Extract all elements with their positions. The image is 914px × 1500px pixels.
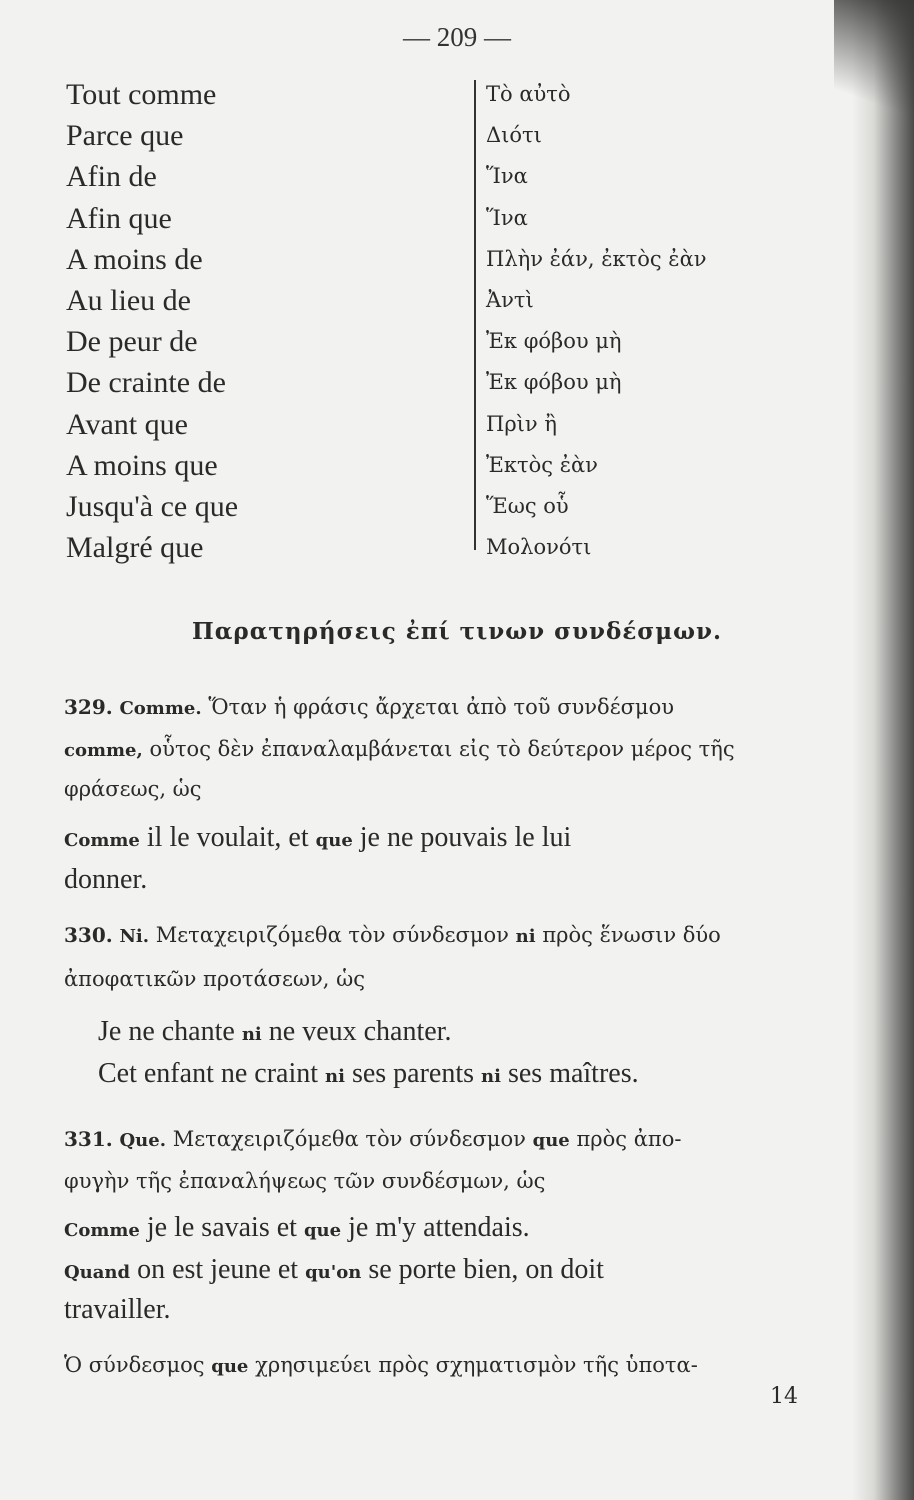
greek-text: οὗτος δὲν ἐπαναλαμβάνεται εἰς τὸ δεύτερον μέρος τῆς xyxy=(149,737,735,761)
bold-conjunction: que xyxy=(303,1220,342,1241)
bold-conjunction: Comme xyxy=(64,830,140,851)
example-text: on est jeune et xyxy=(137,1254,299,1285)
term-label: Ni. xyxy=(119,926,150,947)
greek-term: Μολονότι xyxy=(486,535,592,560)
bold-conjunction: qu'on xyxy=(305,1262,362,1283)
example-text: il le voulait, et xyxy=(146,822,309,853)
signature-mark: 14 xyxy=(770,1384,798,1409)
paragraph-number: 329. xyxy=(64,695,113,719)
greek-text: Ὅταν ἡ φράσις ἄρχεται ἀπὸ τοῦ συνδέσμου xyxy=(208,695,674,719)
example-text: Je ne chante xyxy=(98,1016,235,1047)
term-label: comme, xyxy=(64,740,143,761)
greek-term: Πλὴν ἐάν, ἐκτὸς ἐὰν xyxy=(486,246,707,271)
term-label: ni xyxy=(515,926,536,947)
example-text: ses parents xyxy=(351,1058,475,1089)
french-term: A moins que xyxy=(66,448,218,482)
french-conjunction-list xyxy=(66,74,238,568)
example-330-line-2 xyxy=(98,1058,914,1090)
bold-conjunction: ni xyxy=(241,1024,262,1045)
term-label: que xyxy=(532,1130,570,1151)
example-text: travailler. xyxy=(64,1294,171,1325)
french-term: De peur de xyxy=(66,325,198,359)
paragraph-330-line-1 xyxy=(64,918,892,949)
example-330-line-1 xyxy=(98,1016,914,1048)
greek-text: χρησιμεύει πρὸς σχηματισμὸν τῆς ὑποτα- xyxy=(255,1353,698,1377)
example-text: ne veux chanter. xyxy=(268,1016,452,1047)
page-number: — 209 — xyxy=(403,22,511,52)
example-text: donner. xyxy=(64,864,148,895)
french-term: Jusqu'à ce que xyxy=(66,489,239,523)
greek-text: Μεταχειριζόμεθα τὸν σύνδεσμον xyxy=(172,1127,526,1151)
bold-conjunction: Quand xyxy=(64,1262,131,1283)
greek-term: Ἐκ φόβου μὴ xyxy=(486,370,622,395)
example-331-line-1 xyxy=(64,1212,892,1244)
greek-text: φράσεως, ὡς xyxy=(64,777,202,801)
example-text: je ne pouvais le lui xyxy=(359,822,572,853)
french-term: Afin de xyxy=(66,160,157,194)
paragraph-331-line-1 xyxy=(64,1122,892,1153)
term-label: Comme. xyxy=(119,698,202,719)
term-label: que xyxy=(211,1356,249,1377)
paragraph-331-line-2 xyxy=(64,1164,892,1195)
example-331-line-3 xyxy=(64,1294,892,1326)
greek-text: πρὸς ἀπο- xyxy=(576,1127,682,1151)
greek-text: Ὁ σύνδεσμος xyxy=(64,1353,205,1377)
example-text: Cet enfant ne craint xyxy=(98,1058,319,1089)
example-329-line-1 xyxy=(64,822,892,854)
greek-term: Ἕως οὗ xyxy=(486,493,569,518)
greek-term: Ἵνα xyxy=(486,205,528,230)
example-text: je le savais et xyxy=(146,1212,297,1243)
paragraph-331-continuation xyxy=(64,1348,892,1379)
bold-conjunction: ni xyxy=(481,1066,501,1087)
example-331-line-2 xyxy=(64,1254,892,1286)
term-label: Que. xyxy=(119,1130,166,1151)
greek-term: Διότι xyxy=(486,123,542,148)
example-text: ses maîtres. xyxy=(507,1058,639,1089)
paragraph-329-line-3 xyxy=(64,772,892,803)
french-term: Au lieu de xyxy=(66,283,191,317)
example-text: se porte bien, on doit xyxy=(368,1254,604,1285)
greek-term: Πρὶν ἢ xyxy=(486,411,557,436)
french-term: A moins de xyxy=(66,242,203,276)
column-bracket xyxy=(474,80,476,550)
greek-text: ἀποφατικῶν προτάσεων, ὡς xyxy=(64,967,365,991)
bold-conjunction: Comme xyxy=(64,1220,140,1241)
greek-term: Τὸ αὐτὸ xyxy=(486,82,571,106)
french-term: Malgré que xyxy=(66,531,204,565)
example-text: je m'y attendais. xyxy=(348,1212,530,1243)
french-term: De crainte de xyxy=(66,366,226,400)
paragraph-number: 330. xyxy=(64,923,113,947)
greek-text: φυγὴν τῆς ἐπαναλήψεως τῶν συνδέσμων, ὡς xyxy=(64,1169,546,1193)
bold-conjunction: ni xyxy=(325,1066,345,1087)
paragraph-329-line-1 xyxy=(64,690,892,721)
greek-translation-list xyxy=(486,74,707,568)
section-heading: Παρατηρήσεις ἐπί τινων συνδέσμων. xyxy=(192,618,722,645)
greek-text: Μεταχειριζόμεθα τὸν σύνδεσμον xyxy=(155,923,509,947)
french-term: Avant que xyxy=(66,407,188,441)
greek-term: Ἐκ φόβου μὴ xyxy=(486,329,622,354)
paragraph-330-line-2 xyxy=(64,962,892,993)
french-term: Tout comme xyxy=(66,78,217,111)
bold-conjunction: que xyxy=(315,830,353,851)
greek-term: Ἐκτὸς ἐὰν xyxy=(486,452,598,477)
greek-term: Ἵνα xyxy=(486,164,528,189)
french-term: Parce que xyxy=(66,119,184,153)
paragraph-329-line-2 xyxy=(64,732,892,763)
greek-text: πρὸς ἕνωσιν δύο xyxy=(542,923,721,947)
paragraph-number: 331. xyxy=(64,1127,113,1151)
example-329-line-2 xyxy=(64,864,892,896)
greek-term: Ἀντὶ xyxy=(486,287,534,312)
page-corner-shadow xyxy=(834,0,914,140)
french-term: Afin que xyxy=(66,201,172,235)
